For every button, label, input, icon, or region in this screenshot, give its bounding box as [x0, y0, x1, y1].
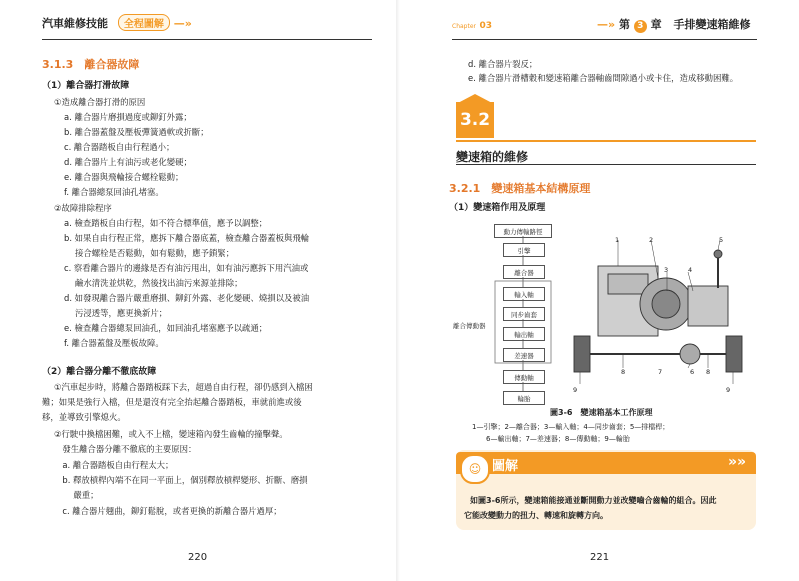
figure-legend-2: 6—輸出軸；7—差速器；8—傳動軸；9—輪胎 [486, 435, 630, 443]
person-icon: ☺ [460, 454, 490, 484]
chapter-label: 第 [618, 18, 630, 31]
callout-5: 5 [719, 236, 724, 244]
callout-4: 4 [688, 266, 693, 274]
chapter-small [452, 18, 492, 44]
para-line: c. 離合器片翹曲，鉚釘鬆脫，或者更換的新離合器片過厚； [54, 506, 282, 516]
left-header [42, 14, 192, 40]
flow-side-label: 離合傳動器 [453, 322, 486, 330]
subheading-release: （2）離合器分離不徹底故障 [42, 367, 157, 377]
section-title: 變速箱的維修 [456, 140, 756, 165]
subheading-slip: （1）離合器打滑故障 [42, 81, 130, 91]
flow-step: 引擎 [503, 243, 545, 257]
header-rule [42, 39, 372, 40]
note-line: 如圖3-6所示，變速箱能接通並斷開動力並改變嚙合齒輪的組合。因此 [470, 496, 717, 505]
chapter-suffix: 章 [650, 18, 662, 31]
page-number: 221 [590, 552, 610, 563]
subsection-heading: 3.2.1 變速箱基本結構原理 [449, 182, 591, 195]
callout-2: 2 [649, 236, 654, 244]
callout-7: 7 [658, 368, 663, 376]
callout-9b: 9 [726, 386, 731, 394]
callout-6: 6 [690, 368, 695, 376]
item-top: d. 離合器片裂反； [468, 59, 538, 69]
fix-item: e. 檢查離合器總泵回油孔，如回油孔堵塞應予以疏通； [64, 323, 268, 333]
fix-item: b. 如果自由行程正常，應拆下離合器底蓋，檢查離合器蓋板與飛輪 [64, 233, 310, 243]
fix-item: d. 如發現離合器片嚴重磨損、鉚釘外露、老化變硬、燒損以及被油 [64, 293, 310, 303]
fix-item: a. 檢查踏板自由行程，如不符合標準值，應予以調整； [64, 218, 268, 228]
chevron-right-icon: »» [728, 454, 747, 470]
flow-step: 同步齒套 [503, 307, 545, 321]
item-top: e. 離合器片滑槽穀和變速箱離合器軸齒間隙過小或卡住，造成移動困難。 [468, 73, 739, 83]
flow-arrows [490, 236, 560, 406]
fix-title: ②故障排除程序 [54, 203, 112, 213]
flow-step: 輪胎 [503, 391, 545, 405]
para-line: 嚴重； [54, 490, 99, 500]
subheading-principle: （1）變速箱作用及原理 [449, 203, 546, 213]
para-line: ②行駛中換檔困難，或入不上檔，變速箱內發生齒輪的撞擊聲。 [54, 429, 288, 439]
left-page [0, 0, 399, 581]
flow-step: 差速器 [503, 348, 545, 362]
fix-item: c. 察看離合器片的邊緣是否有油污甩出，如有油污應拆下用汽油或 [64, 263, 309, 273]
callout-8: 8 [621, 368, 626, 376]
para-line: 難；如果是強行入檔，但是還沒有完全抬起離合器踏板，車就前進或後 [42, 397, 302, 407]
flow-step: 離合器 [503, 265, 545, 279]
fix-item: 鹼水清洗並烘乾，然後找出油污來源並排除； [64, 278, 243, 288]
flow-step: 輸入軸 [503, 287, 545, 301]
fix-item: 接合螺栓是否鬆動，如有鬆動，應予鎖緊； [64, 248, 235, 258]
cause-item: d. 離合器片上有油污或老化變硬； [64, 157, 192, 167]
figure-caption: 圖3-6 變速箱基本工作原理 [550, 408, 653, 417]
note-line: 它能改變動力的扭力、轉速和旋轉方向。 [464, 511, 608, 520]
callout-1: 1 [615, 236, 620, 244]
para-line: 移，並導致引擎熄火。 [42, 412, 126, 422]
causes-title: ①造成離合器打滑的原因 [54, 97, 146, 107]
page-number: 220 [188, 552, 208, 563]
cause-item: e. 離合器與飛輪接合螺栓鬆動； [64, 172, 184, 182]
chapter-title: 手排變速箱維修 [673, 18, 751, 31]
callout-3: 3 [664, 266, 669, 274]
note-title: 圖解 [492, 459, 519, 474]
section-badge: 3.2 [456, 102, 494, 138]
header-arrow: —» [597, 18, 616, 31]
cause-item: b. 離合器蓋盤及壓板彈簧過軟或折斷； [64, 127, 209, 137]
callout-9: 9 [573, 386, 578, 394]
callout-8b: 8 [706, 368, 711, 376]
header-arrow: —» [173, 17, 192, 30]
fix-item: 污浸透等，應更換新片； [64, 308, 168, 318]
cause-item: c. 離合器踏板自由行程過小； [64, 142, 175, 152]
header-rule [452, 39, 757, 40]
fix-item: f. 離合器蓋盤及壓板故障。 [64, 338, 164, 348]
book-title: 汽車維修技能 [42, 17, 108, 30]
para-line: b. 釋放槓桿內端不在同一平面上，個別釋放槓桿變形、折斷、磨損 [54, 475, 308, 485]
header-tab: 全程圖解 [118, 14, 170, 31]
cause-item: a. 離合器片磨損過度或鉚釘外露； [64, 112, 192, 122]
flow-step: 輸出軸 [503, 327, 545, 341]
section-heading: 3.1.3 離合器故障 [42, 58, 140, 71]
para-line: 發生離合器分離不徹底的主要原因： [54, 444, 197, 454]
flow-top: 動力傳輸路徑 [494, 224, 552, 238]
chapter-number: 03 [479, 21, 493, 31]
para-line: a. 離合器踏板自由行程太大； [54, 460, 174, 470]
para-line: ①汽車起步時，將離合器踏板踩下去，超過自由行程，卻仍感到入檔困 [54, 382, 313, 392]
chapter-circle: 3 [634, 20, 647, 33]
chapter-word: Chapter [452, 23, 476, 30]
cause-item: f. 離合器總泵回油孔堵塞。 [64, 187, 164, 197]
flow-step: 傳動軸 [503, 370, 545, 384]
section-underline [456, 164, 756, 165]
figure-legend-1: 1—引擎；2—離合器；3—輸入軸；4—同步齒套；5—排檔桿； [472, 423, 670, 431]
